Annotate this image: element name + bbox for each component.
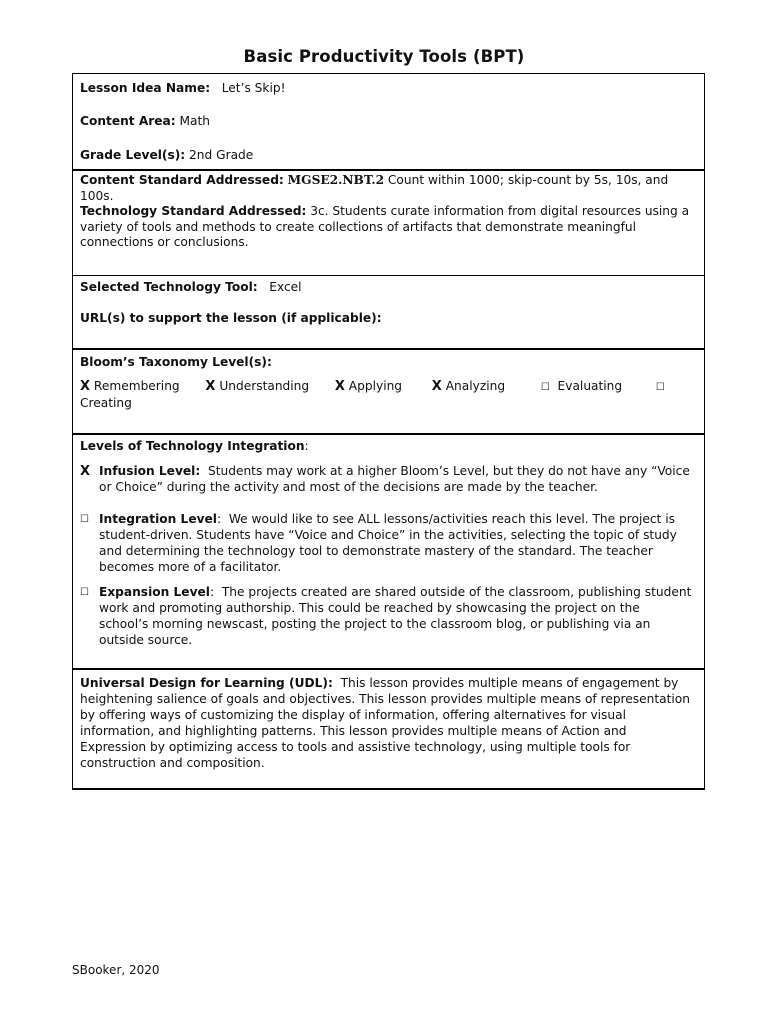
blooms-evaluating: Evaluating — [557, 379, 623, 393]
tech-tool-row — [80, 280, 697, 296]
blooms-creating: Creating — [80, 396, 132, 410]
blooms-analyzing: Analyzing — [445, 379, 506, 393]
content-standard-label: Content Standard Addressed: — [80, 173, 284, 187]
lesson-idea-row — [80, 81, 697, 97]
integration-level-line4: becomes more of a facilitator. — [99, 560, 282, 574]
x-mark-icon: X — [80, 379, 91, 394]
footer-credit: SBooker, 2020 — [72, 963, 160, 977]
x-mark-icon: X — [205, 379, 216, 394]
tech-tool-value: Excel — [269, 280, 302, 294]
checkbox-empty-icon: ☐ — [80, 587, 89, 598]
expansion-line1: Expansion Level: The projects created are shared outside of the classroom, publishing student — [99, 585, 692, 599]
infusion-label: Infusion Level: — [99, 464, 201, 478]
content-area-row — [80, 114, 697, 130]
blooms-levels-row — [80, 379, 697, 396]
integration-section — [73, 433, 704, 668]
blooms-heading — [80, 355, 697, 371]
integration-level-line2: student-driven. Students have “Voice and Choice” in the activities, selecting the topic of study — [99, 528, 677, 542]
content-area-value: Math — [179, 114, 211, 128]
blooms-label: Bloom’s Taxonomy Level(s): — [80, 355, 272, 369]
content-standard-code: MGSE2.NBT.2 — [287, 173, 385, 187]
x-mark-icon: X — [80, 464, 91, 479]
grade-level-label: Grade Level(s): — [80, 148, 186, 162]
page-title: Basic Productivity Tools (BPT) — [243, 47, 525, 66]
tech-standard-line2: variety of tools and methods to create collections of artifacts that demonstrate meaningful — [80, 220, 637, 234]
url-row — [80, 311, 697, 327]
tech-standard-line3: connections or conclusions. — [80, 235, 249, 249]
udl-line6: construction and composition. — [80, 756, 265, 770]
content-standard-value: Count within 1000; skip-count by 5s, 10s, and 100s. — [80, 173, 669, 203]
integration-level-label: Integration Level — [99, 512, 217, 526]
lesson-idea-value: Let’s Skip! — [221, 81, 286, 95]
grade-level-value: 2nd Grade — [189, 148, 254, 162]
expansion-label: Expansion Level — [99, 585, 210, 599]
integration-heading: Levels of Technology Integration: — [80, 439, 309, 453]
lesson-idea-label: Lesson Idea Name: — [80, 81, 211, 95]
blooms-understanding: Understanding — [219, 379, 310, 393]
expansion-line3: school’s morning newscast, posting the project to the classroom blog, or publishing via an — [99, 617, 651, 631]
x-mark-icon: X — [334, 379, 345, 394]
blooms-applying: Applying — [348, 379, 403, 393]
udl-line5: Expression by optimizing access to tools and assistive technology, using multiple tools for — [80, 740, 631, 754]
udl-line1: Universal Design for Learning (UDL): This lesson provides multiple means of engagement by — [80, 676, 679, 690]
integration-label: Levels of Technology Integration — [80, 439, 305, 453]
integration-level-line3: and determining the technology tool to demonstrate mastery of the standard. The teacher — [99, 544, 653, 558]
x-mark-icon: X — [431, 379, 442, 394]
standards-section — [73, 169, 704, 275]
udl-section — [73, 668, 704, 788]
tool-section — [73, 275, 704, 348]
bpt-form — [72, 73, 705, 790]
grade-level-row — [80, 148, 697, 164]
expansion-line2: work and promoting authorship. This could be reached by showcasing the project on the — [99, 601, 640, 615]
udl-line2: heightening salience of goals and objectives. This lesson provides multiple means of representation — [80, 692, 690, 706]
blooms-remembering: Remembering — [93, 379, 180, 393]
tech-tool-label: Selected Technology Tool: — [80, 280, 258, 294]
tech-standard-line1 — [80, 204, 697, 220]
tech-standard-text1: 3c. Students curate information from digital resources using a — [310, 204, 690, 218]
blooms-section — [73, 348, 704, 433]
content-standard-row — [80, 173, 697, 204]
tech-standard-label: Technology Standard Addressed: — [80, 204, 307, 218]
expansion-line4: outside source. — [99, 633, 193, 647]
checkbox-empty-icon: ☐ — [655, 382, 665, 393]
udl-line4: information, and highlighting patterns. This lesson provides multiple means of Action and — [80, 724, 627, 738]
checkbox-empty-icon: ☐ — [540, 382, 550, 393]
lesson-info-section — [73, 74, 704, 169]
integration-level-line1: Integration Level: We would like to see ALL lessons/activities reach this level. The project is — [99, 512, 675, 526]
content-area-label: Content Area: — [80, 114, 176, 128]
infusion-line2: or Choice” during the activity and most of the decisions are made by the teacher. — [99, 480, 598, 494]
infusion-line1: Infusion Level: Students may work at a higher Bloom’s Level, but they do not have any “Voice — [99, 464, 690, 478]
url-label: URL(s) to support the lesson (if applicable): — [80, 311, 382, 325]
udl-label: Universal Design for Learning (UDL): — [80, 676, 333, 690]
udl-line3: by offering ways of customizing the display of information, offering alternatives for visual — [80, 708, 626, 722]
checkbox-empty-icon: ☐ — [80, 514, 89, 525]
